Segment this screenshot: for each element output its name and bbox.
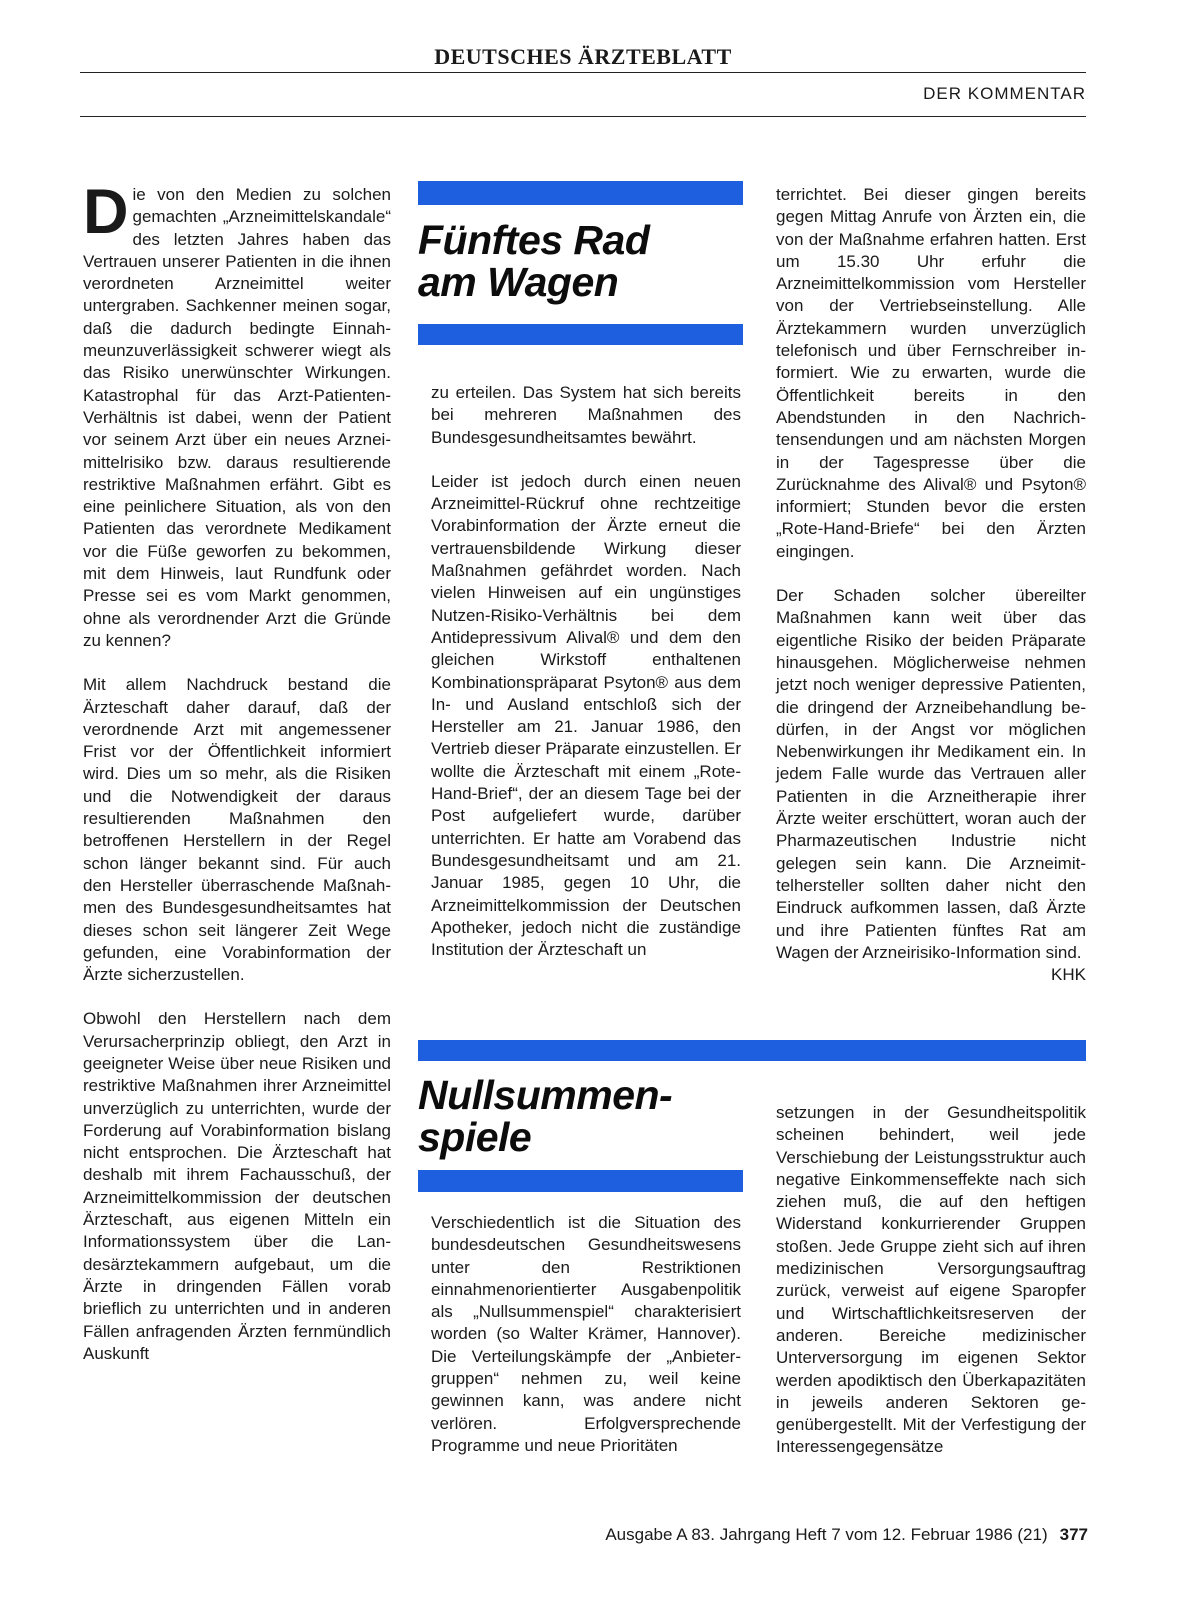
edition-info: Ausgabe A 83. Jahrgang Heft 7 vom 12. Februar 1986 (21) xyxy=(605,1525,1048,1544)
article2-column-2 xyxy=(431,1212,741,1457)
article1-title-line2: am Wagen xyxy=(418,259,619,305)
article2-title-line2: spiele xyxy=(418,1114,532,1160)
article2-column-3 xyxy=(776,1102,1086,1459)
paragraph: Obwohl den Herstellern nach dem Verursacherprinzip obliegt, den Arzt in geeigneter Weise über neue Risiken und restriktive Maßnahmen ihrer Arzneimittel unverzüglich zu unterrichten, wurde der Forderung auf Vorabinformation bislang nicht entsprochen. Die Ärzteschaft hat deshalb mit ihrem Fachausschuß, der Arzneimittelkommission der deutschen Ärzteschaft, aus eigenen Mitteln ein Informationssystem über die Landesärztekammern aufgebaut, um die Ärzte in dringenden Fällen vorab brieflich zu unterrichten und in anderen Fällen anfragenden Ärzten fernmündlich Auskunft xyxy=(83,1009,391,1363)
dropcap: D xyxy=(83,177,129,247)
paragraph: zu erteilen. Das System hat sich bereits bei mehreren Maßnahmen des Bundesgesundheitsamtes bewährt. xyxy=(431,383,741,447)
article1-top-bar xyxy=(418,181,743,205)
paragraph: setzungen in der Gesundheitspolitik scheinen behindert, weil jede Verschiebung der Leistungsstruktur auch negative Einkommenseffekte nach sich ziehen muß, die auf den heftigen Widerstand konkurrierender Gruppen stoßen. Jede Gruppe zieht sich auf ihren medizinischen Versorgungsauftrag zurück, verweist auf eigene Sparopfer und Wirtschaftlichkeitsreserven der anderen. Bereiche medizinischer Unterversorgung im eigenen Sektor werden apodiktisch den Überkapazitäten in jeweils anderen Sektoren gegenübergestellt. Mit der Verfestigung der Interessengegensätze xyxy=(776,1103,1086,1457)
paragraph xyxy=(83,177,391,652)
paragraph: terrichtet. Bei dieser gingen bereits gegen Mittag Anrufe von Ärzten ein, die von der Maßnahme erfahren hatten. Erst um 15.30 Uhr erfuhr die Arzneimittelkommission vom Hersteller von der Vertriebseinstellung. Alle Ärztekammern wurden unverzüglich telefonisch und über Fernschreiber informiert. Wie zu erwarten, wurde die Öffentlichkeit bereits in den Abendstunden in den Nachrichtensendungen und am nächsten Morgen in der Tagespresse über die Zurücknahme des Alival® und Psyton® informiert; Stunden bevor die ersten „Rote-Hand-Briefe“ bei den Ärzten eingingen. xyxy=(776,185,1086,561)
paragraph-text: ie von den Medien zu solchen gemachten „Arzneimittelskandale“ des letzten Jahres haben das Vertrauen unserer Patienten in die ihnen verordneten Arzneimittel weiter untergraben. Sachkenner meinen sogar, daß die dadurch bedingte Einnahmeunzuverlässigkeit schwerer wiegt als das Risiko unerwünschter Wirkungen. Katastrophal für das Arzt-Patienten-Verhältnis ist dabei, wenn der Patient vor seinem Arzt über ein neues Arzneimittelrisiko bzw. daraus resultierende restriktive Maßnahmen erfährt. Gibt es eine peinlichere Situation, als von den Patienten das verordnete Medikament vor die Füße geworfen zu bekommen, mit dem Hinweis, laut Rundfunk oder Presse sei es vom Markt genommen, ohne als verordnender Arzt die Gründe zu kennen? xyxy=(83,185,391,650)
section-rule xyxy=(80,116,1086,117)
article2-title xyxy=(418,1074,748,1158)
article1-column-3 xyxy=(776,184,1086,986)
section-label: DER KOMMENTAR xyxy=(923,84,1086,103)
paragraph: Verschiedentlich ist die Situation des bundesdeutschen Gesundheitswesens unter den Restriktionen einnahmenorientierter Ausgabenpolitik als „Nullsummenspiel“ charakterisiert worden (so Walter Krämer, Hannover). Die Verteilungskämpfe der „Anbietergruppen“ nehmen zu, weil keine gewinnen kann, was andere nicht verlören. Erfolgversprechende Programme und neue Prioritäten xyxy=(431,1213,741,1455)
article1-bottom-bar xyxy=(418,324,743,345)
masthead-rule xyxy=(80,72,1086,73)
paragraph-text: Der Schaden solcher übereilter Maßnahmen kann weit über das eigentliche Risiko der beiden Präparate hinausgehen. Möglicherweise nehmen jetzt noch weniger depressive Patienten, die dringend der Arzneibehandlung bedürfen, in der Angst vor möglichen Nebenwirkungen ihr Medikament ein. In jedem Falle wurde das Vertrauen aller Patienten in die Arzneitherapie ihrer Ärzte weiter erschüttert, woran auch der Pharmazeutischen Industrie nicht gelegen sein kann. Die Arzneimittelhersteller sollten daher nicht den Eindruck aufkommen lassen, daß Ärzte und ihre Patienten fünftes Rat am Wagen der Arzneirisiko-Information sind. xyxy=(776,586,1086,962)
paragraph: Leider ist jedoch durch einen neuen Arzneimittel-Rückruf ohne rechtzeitige Vorabinformation der Ärzte erneut die vertrauensbildende Wirkung dieser Maßnahmen gefährdet worden. Nach vielen Hinweisen auf ein ungünstiges Nutzen-Risiko-Verhältnis bei dem Antidepressivum Alival® und dem den gleichen Wirkstoff enthaltenen Kombinationspräparat Psyton® aus dem In- und Ausland entschloß sich der Hersteller am 21. Januar 1986, den Vertrieb dieser Präparate einzustellen. Er wollte die Ärzteschaft mit einem „Rote-Hand-Brief“, der an diesem Tage bei der Post aufgeliefert wurde, darüber unterrichten. Er hatte am Vorabend das Bundesgesundheitsamt und am 21. Januar 1985, gegen 10 Uhr, die Arzneimittelkommission der Deutschen Apotheker, jedoch nicht die zuständige Institution der Ärzteschaft un xyxy=(431,471,741,960)
paragraph xyxy=(776,585,1086,985)
author-credit: KHK xyxy=(1051,965,1086,985)
page-number: 377 xyxy=(1059,1525,1088,1544)
page-footer xyxy=(498,1525,1088,1545)
article2-bottom-bar xyxy=(418,1170,743,1192)
article1-title xyxy=(418,219,748,303)
paragraph: Mit allem Nachdruck bestand die Ärzteschaft daher darauf, daß der verordnende Arzt mit angemessener Frist vor der Öffentlichkeit informiert wird. Dies um so mehr, als die Risiken und die Notwendigkeit der daraus resultierenden Maßnahmen den betroffenen Herstellern in der Regel schon länger bekannt sind. Für auch den Hersteller überraschende Maßnahmen des Bundesgesundheitsamtes hat dieses schon seit längerer Zeit Wege gefunden, eine Vorabinformation der Ärzte sicherzustellen. xyxy=(83,675,391,985)
article1-column-1 xyxy=(83,177,391,1365)
article1-column-2 xyxy=(431,382,741,961)
masthead: DEUTSCHES ÄRZTEBLATT xyxy=(434,44,732,69)
article2-title-line1: Nullsummen- xyxy=(418,1072,673,1118)
article1-title-line1: Fünftes Rad xyxy=(418,217,650,263)
article2-top-bar xyxy=(418,1040,1086,1061)
